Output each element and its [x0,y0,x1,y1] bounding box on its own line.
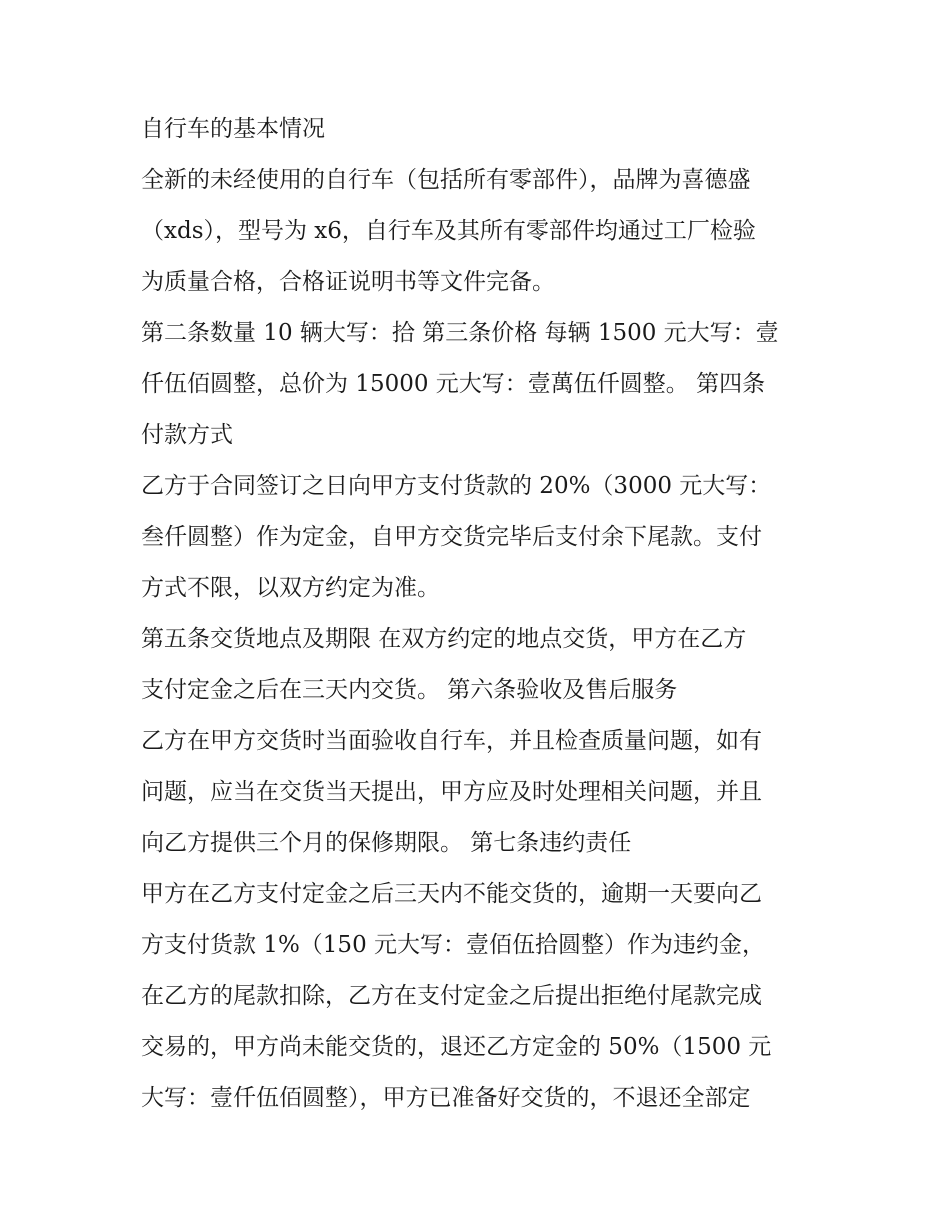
text-line: 仟伍佰圆整，总价为 15000 元大写：壹萬伍仟圆整。 第四条 [141,371,766,397]
text-line: 付款方式 [141,422,233,448]
text-line: 方式不限，以双方约定为准。 [141,575,440,601]
text-line: 交易的，甲方尚未能交货的，退还乙方定金的 50%（1500 元 [141,1034,772,1060]
text-line: 为质量合格，合格证说明书等文件完备。 [141,269,555,295]
text-line: 乙方在甲方交货时当面验收自行车，并且检查质量问题，如有 [141,728,762,754]
text-line: 大写：壹仟伍佰圆整），甲方已准备好交货的，不退还全部定 [141,1085,751,1111]
text-line: 甲方在乙方支付定金之后三天内不能交货的，逾期一天要向乙 [141,881,762,907]
text-line: 问题，应当在交货当天提出，甲方应及时处理相关问题，并且 [141,779,762,805]
contract-text [141,108,821,1128]
text-line: （xds），型号为 x6，自行车及其所有零部件均通过工厂检验 [141,218,756,244]
text-line: 方支付货款 1%（150 元大写：壹佰伍拾圆整）作为违约金， [141,932,766,958]
text-line: 第五条交货地点及期限 在双方约定的地点交货，甲方在乙方 [141,626,747,652]
text-line: 第二条数量 10 辆大写：拾 第三条价格 每辆 1500 元大写：壹 [141,320,779,346]
text-line: 自行车的基本情况 [141,116,325,142]
text-line: 在乙方的尾款扣除，乙方在支付定金之后提出拒绝付尾款完成 [141,983,762,1009]
text-line: 向乙方提供三个月的保修期限。 第七条违约责任 [141,830,632,856]
text-line: 叁仟圆整）作为定金，自甲方交货完毕后支付余下尾款。支付 [141,524,762,550]
text-line: 全新的未经使用的自行车（包括所有零部件），品牌为喜德盛 [141,167,751,193]
text-line: 支付定金之后在三天内交货。 第六条验收及售后服务 [141,677,678,703]
text-line: 乙方于合同签订之日向甲方支付货款的 20%（3000 元大写： [141,473,772,499]
